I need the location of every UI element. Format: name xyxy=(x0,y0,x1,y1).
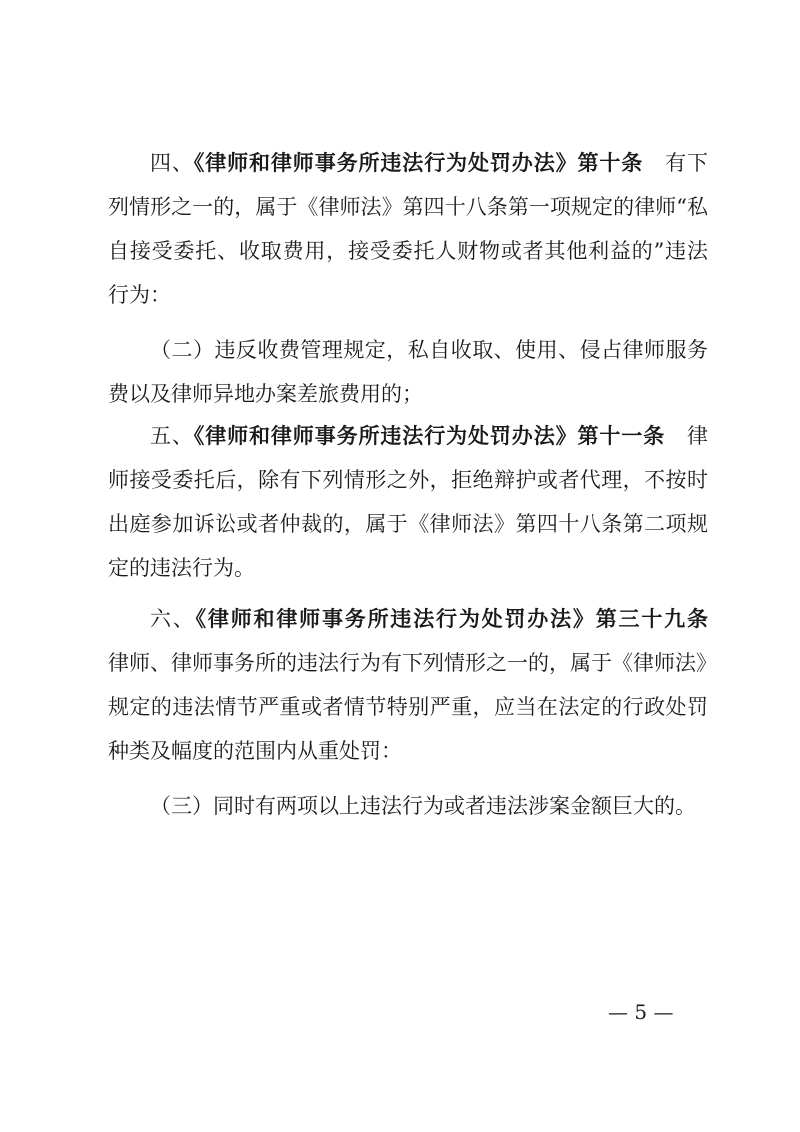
text-line: 律师、律师事务所的违法行为有下列情形之一的，属于《律师法》 xyxy=(108,651,717,675)
text-line xyxy=(108,597,708,641)
text-line: 规定的违法情节严重或者情节特别严重，应当在法定的行政处罚 xyxy=(108,695,708,719)
text-line: （三）同时有两项以上违法行为或者违法涉案金额巨大的。 xyxy=(150,794,696,818)
clause-number: 五、 xyxy=(150,424,194,448)
paragraph-item-3 xyxy=(108,784,708,828)
clause-heading: 《律师和律师事务所违法行为处罚办法》第十一条 xyxy=(193,423,666,448)
text-line: 定的违法行为。 xyxy=(108,556,255,580)
paragraph-article-10 xyxy=(108,141,708,317)
text-line: 行为： xyxy=(108,283,171,307)
clause-heading: 《律师和律师事务所违法行为处罚办法》第十条 xyxy=(193,150,644,175)
page-number: — 5 — xyxy=(608,1000,674,1024)
clause-heading: 《律师和律师事务所违法行为处罚办法》第三十九条 xyxy=(195,606,708,631)
text-line: （二）违反收费管理规定，私自收取、使用、侵占律师服务 xyxy=(150,338,708,362)
text-line: 出庭参加诉讼或者仲裁的，属于《律师法》第四十八条第二项规 xyxy=(108,512,708,536)
paragraph-item-2 xyxy=(108,328,708,416)
paragraph-article-39 xyxy=(108,597,717,773)
paragraph-article-11 xyxy=(108,414,708,590)
text-line: 师接受委托后，除有下列情形之外，拒绝辩护或者代理，不按时 xyxy=(108,468,708,492)
clause-text: 律 xyxy=(665,424,709,448)
clause-number: 四、 xyxy=(150,151,194,175)
text-line xyxy=(108,141,708,185)
text-line: 列情形之一的，属于《律师法》第四十八条第一项规定的律师“私 xyxy=(108,195,708,219)
text-line: 费以及律师异地办案差旅费用的； xyxy=(108,382,423,406)
text-line: 种类及幅度的范围内从重处罚： xyxy=(108,739,402,763)
clause-number: 六、 xyxy=(150,607,196,631)
text-line xyxy=(108,414,708,458)
text-line: 自接受委托、收取费用，接受委托人财物或者其他利益的”违法 xyxy=(108,239,708,263)
clause-text: 有下 xyxy=(643,151,709,175)
